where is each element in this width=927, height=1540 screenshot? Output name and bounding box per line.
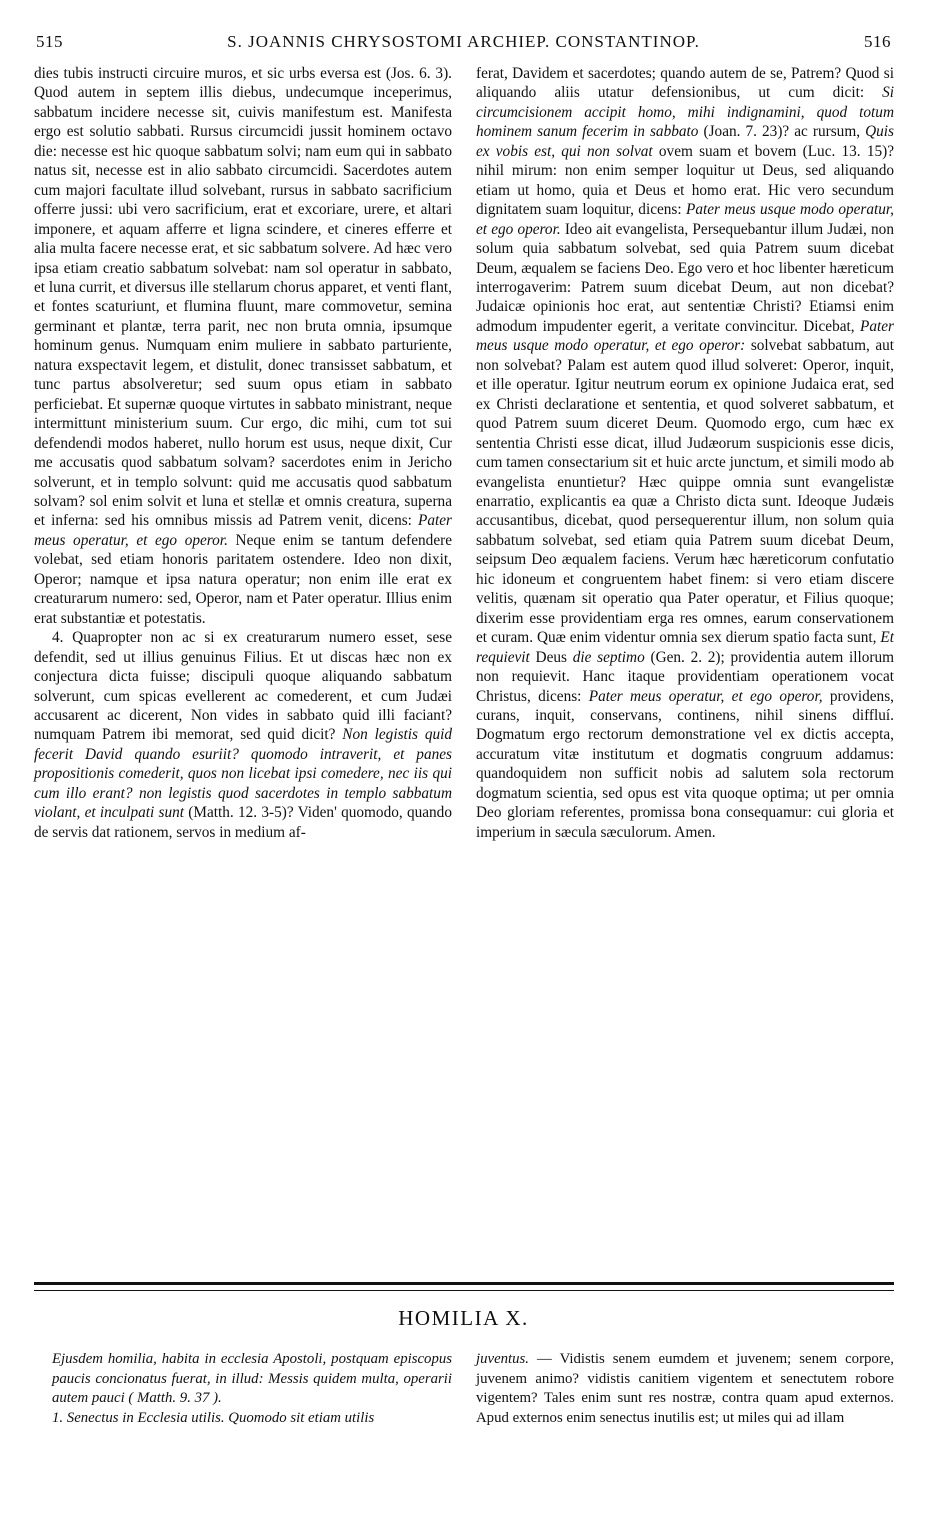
- page-number-left: 515: [36, 32, 63, 51]
- left-p2-end: (Matth. 12. 3-5)? Viden' quomodo, quando de servis dat rationem, servos in medium af-: [34, 804, 452, 841]
- right-q6: die septimo: [572, 648, 645, 666]
- right-p1f: Deus: [535, 648, 567, 666]
- homily-right-column: [476, 1350, 894, 1428]
- right-p1c: ovem suam et bovem (Luc. 13. 15)? nihil mirum: non enim semper loquitur ut Deus, sed aliquando etiam ut homo, quia et Deus et homo erat. Hic vero secundum dignitatem suam loquitur, dicens:: [476, 142, 894, 219]
- left-p1-end: Neque enim se tantum defendere volebat, sed etiam honoris paritatem ostendere. Ideo non dixit, Operor; namque et ipsa natura operatur; non enim ille erat ex creaturarum numero: sed, Operor, nam et Pater operatur. Illius enim erat substantiæ et potestatis.: [34, 531, 452, 627]
- right-q2: Quis ex vobis est, qui non solvat: [476, 123, 895, 160]
- section-rule-thick: [34, 1282, 894, 1285]
- homily-summary: Ejusdem homilia, habita in ecclesia Apostoli, postquam episcopus paucis concionatus fuerat, in illud: Messis quidem multa, operarii autem pauci ( Matth. 9. 37 ).: [52, 1351, 452, 1406]
- right-q7: Pater meus operatur, et ego operor,: [588, 687, 823, 705]
- left-p1-text: dies tubis instructi circuire muros, et sic urbs eversa est (Jos. 6. 3). Quod autem in septem illis diebus, undecumque inceperimus, sabbatum incidere necesse sit, cuivis manifestum est. Manifesta ergo est solutio sabbati. Rursus circumcidi jussit hominem octavo die: necesse est hic quoque sabbatum solvi; nam eum qui in sabbato natus sit, necesse est in alio sabbato circumcidi. Sacerdotes autem cum majori facultate illud solvebant, rursus in sabbato sacrificium offerre jussi: ubi vero sacrificium, erat et excoriare, urere, et altari imponere, et aquam afferre et ligna scindere, et cineres efferre et alia multa facere necesse erat, et sic sabbatum solvere. Ad hæc vero ipsa etiam creatio sabbatum solvebat: nam sol operatur in sabbato, et luna currit, et diversus ille stellarum chorus apparet, et venti flant, et fontes scaturiunt, et flumina fluunt, mare commovetur, semina germinant et plantæ, terra parit, nec non bruta omnia, ipsumque hominum genus. Numquam enim muliere in sabbato parturiente, natura exspectavit legem, et distulit, donec transisset sabbatum, et tunc partus absolveretur; sed suum opus etiam in sabbato perficiebat. Et supernæ quoque virtutes in sabbato ministrant, neque intermittunt ministerium suum. Cur ergo, dic mihi, cum tot sui defendendi modos haberet, nullo horum est usus, neque dixit, Cur me accusatis quod sabbatum solvam? sacerdotes enim in Jericho solverunt, et in templo solvunt: quid me accusatis quod sabbatum solvam? sol enim solvit et luna et stellæ et omnis creatura, superna et inferna: sed his omnibus missis ad Patrem venit, dicens:: [34, 65, 452, 530]
- right-p1d: Ideo ait evangelista, Persequebantur illum Judæi, non solum quia sabbatum solvebat, sed quia Patrem suum dicebat Deum, æqualem se faciens Deo. Ego vero et hoc libenter hæreticum interrogaverim: Patrem suum dicebat Deum, aut non dicebat? Judaicæ opinionis hoc erat, aut sententiæ Christi? Etiamsi enim admodum impudenter egerit, a veritate convincitur. Dicebat,: [476, 220, 894, 335]
- running-title: S. JOANNIS CHRYSOSTOMI ARCHIEP. CONSTANTINOP.: [227, 32, 700, 51]
- right-q5: Et requievit: [476, 629, 894, 666]
- homily-right-italic: juventus.: [476, 1351, 530, 1367]
- right-q4: Pater meus usque modo operatur, et ego operor:: [476, 317, 894, 355]
- left-p2-start: 4. Quapropter non ac si ex creaturarum numero esset, sese defendit, sed ut illius genuinus Filius. Et ut discas hæc non ex conjectura dicta fuisse; discipuli quoque aliquando sabbatum solverunt, cum spicas evellerent ac comederent, et cum Judæi accusarent ac dicerent, Non vides in sabbato quid illi faciant? numquam Patrem ibi memorat, sed quid dicit?: [34, 629, 452, 744]
- right-p1g: (Gen. 2. 2); providentia autem illorum non requievit. Hanc itaque providentiam operationem vocat Christus, dicens:: [476, 648, 895, 705]
- right-column: [476, 64, 894, 842]
- right-paragraph-1: [476, 64, 894, 842]
- homily-title: HOMILIA X.: [398, 1306, 529, 1330]
- homily-left-column: [34, 1350, 452, 1428]
- right-p1: ferat, Davidem et sacerdotes; quando autem de se, Patrem? Quod si aliquando aliis utatur defensionibus, ut cum dicit:: [476, 65, 894, 102]
- left-p1-quote: Pater meus operatur, et ego operor.: [34, 512, 452, 549]
- homily-right-text: — Vidistis senem eumdem et juvenem; senem corpore, juvenem animo? vidistis canitiem vigentem et senectutem robore vigentem? Tales enim sunt res nostræ, contra quam apud externos. Apud externos enim senectus inutilis est; ut miles qui ad illam: [476, 1351, 894, 1426]
- left-paragraph-2: [34, 628, 452, 842]
- left-column: [34, 64, 452, 842]
- homily-section-start: 1. Senectus in Ecclesia utilis. Quomodo sit etiam utilis: [52, 1409, 375, 1426]
- right-p1h: providens, curans, inquit, conservans, continens, nihil sinens diffluí. Dogmatum ergo rectorum demonstratione vel ex dictis accepta, accuratum vitæ institutum et dogmatis congruum addamus: quandoquidem non sufficit nobis ad salutem sola rectorum dogmatum scientia, sed opus est vita quoque optima; ut per omnia Deo gloriam referentes, promissa bona consequamur: cui gloria et imperium in sæcula sæculorum. Amen.: [476, 687, 894, 841]
- page-number-right: 516: [864, 32, 891, 51]
- left-paragraph-1: [34, 64, 452, 628]
- right-p1e: solvebat sabbatum, aut non solvebat? Palam est autem quod illud solveret: Operor, inquit, et ille operatur. Igitur neutrum eorum ex opinione Judaica erat, sed ex Christi declaratione et sententia, et quod solveret sabbatum, et quod Patrem suum diceret Deum. Quomodo ergo, cum hæc ex sententia Christi esse dicat, illud Judæorum suspicionis esse dicis, cum tamen consectarium sit et huic arcte junctum, et simili modo ab evangelista enuntietur? Hæc quippe omnia sunt evangelistæ enarratio, explicantis ea quæ a Christo dicta sunt. Ideoque Judæis accusantibus, dicebat, quod persequerentur illum, non solum quia sabbatum solvebat, sed etiam quia Patrem suum dicebat Deum, seipsum Deo æqualem faciens. Verum hæc hæreticorum confutatio hic idoneum et congruentem habet finem: si vero etiam discere velitis, quænam sit operatio qua Pater operatur, et Filius quoque; dixerim esse providentiam erga res omnes, earum conservationem et curam. Quæ enim videntur omnia sex dierum spatio facta sunt,: [476, 337, 895, 647]
- right-q3: Pater meus usque modo operatur, et ego operor.: [476, 201, 894, 238]
- right-p1b: (Joan. 7. 23)? ac rursum,: [703, 123, 861, 141]
- section-rule-thin: [34, 1290, 894, 1291]
- right-q1: Si circumcisionem accipit homo, mihi indignamini, quod totum hominem sanum fecerim in sabbato: [476, 84, 895, 141]
- homily-right-paragraph: [476, 1350, 894, 1428]
- page-header: [36, 32, 891, 58]
- left-p2-quote: Non legistis quid fecerit David quando esuriit? quomodo intraverit, et panes propositionis comederit, quos non licebat ipsi comedere, nec iis qui cum illo erant? non legistis quod sacerdotes in templo sabbatum violant, et inculpati sunt: [34, 726, 453, 822]
